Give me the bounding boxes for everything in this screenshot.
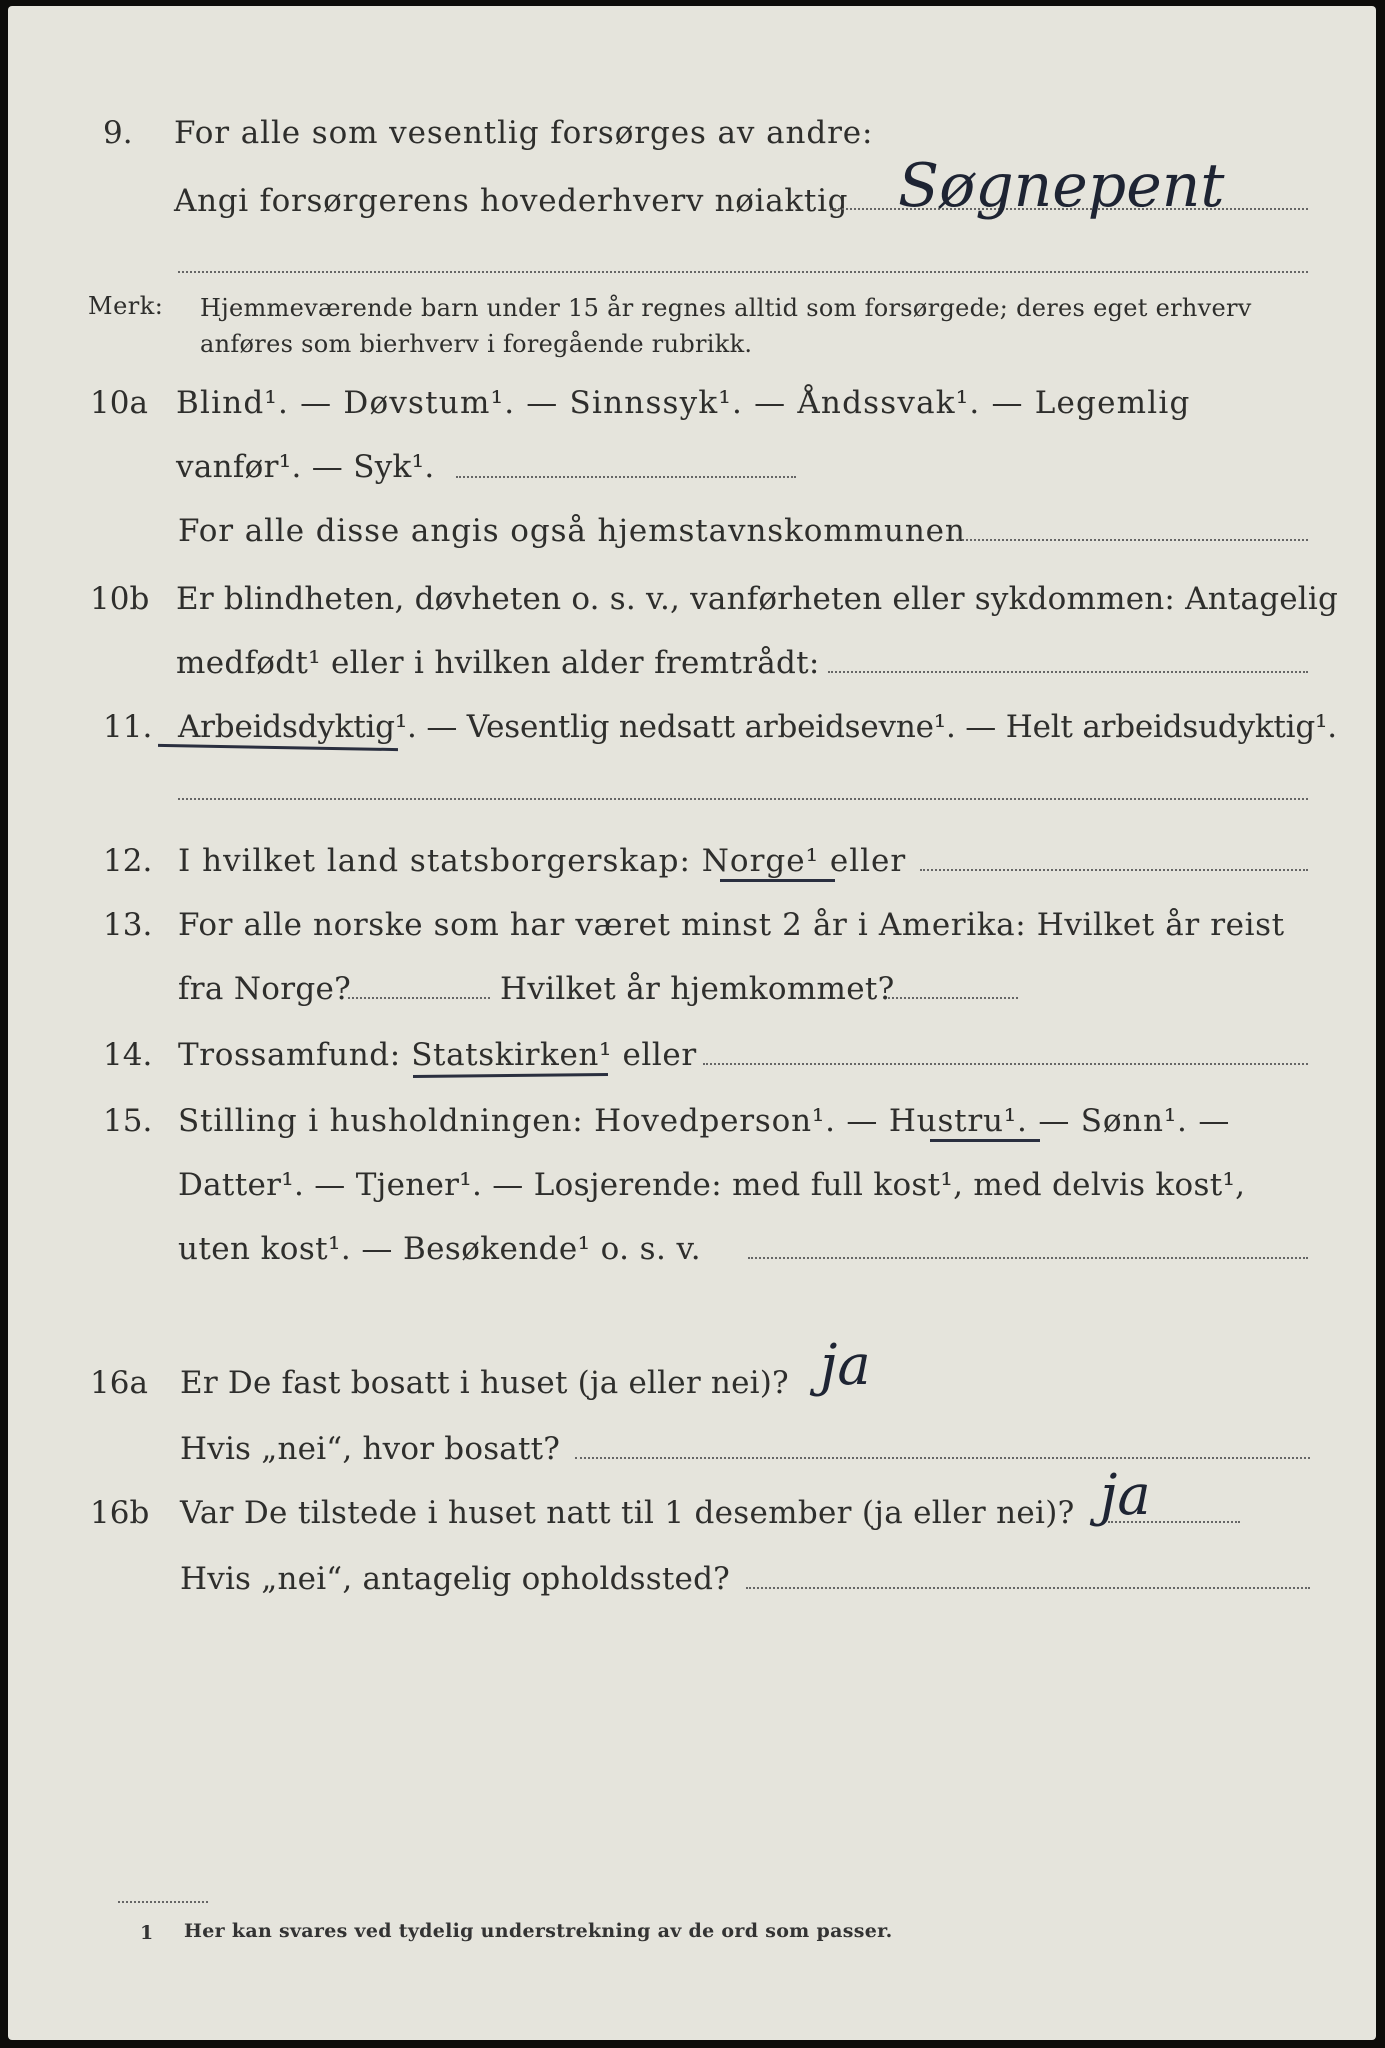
question-number: 15. [103, 1103, 153, 1139]
q16b-location-line [746, 1587, 1310, 1589]
footnote-separator [118, 1901, 208, 1903]
q10b-line2: medfødt¹ eller i hvilken alder fremtrådt: [176, 645, 820, 681]
question-number: 16a [90, 1365, 148, 1401]
q14-answer-line [703, 1063, 1308, 1065]
merk-line1: Hjemmeværende barn under 15 år regnes alltid som forsørgede; deres eget erhverv [200, 294, 1252, 322]
q10b-answer-line [828, 671, 1308, 673]
question-number: 12. [103, 843, 153, 879]
q13-line2b: Hvilket år hjemkommet? [500, 971, 895, 1007]
q11-line1: Arbeidsdyktig¹. — Vesentlig nedsatt arbeidsevne¹. — Helt arbeidsudyktig¹. [178, 709, 1337, 745]
q16a-answer-line [575, 1457, 1310, 1459]
q16b-handwritten-answer: ja [1100, 1463, 1151, 1528]
q15-line3: uten kost¹. — Besøkende¹ o. s. v. [178, 1231, 701, 1267]
q13-line2a: fra Norge? [178, 971, 352, 1007]
q10a-line2: vanfør¹. — Syk¹. [176, 449, 435, 485]
question-number: 11. [103, 709, 153, 745]
footnote-mark: 1 [140, 1922, 154, 1944]
q10a-hometown-line [958, 539, 1308, 541]
merk-line2: anføres som bierhverv i foregående rubrikk. [200, 330, 753, 358]
q12-line1: I hvilket land statsborgerskap: Norge¹ eller [178, 843, 907, 879]
q9-line1: For alle som vesentlig forsørges av andre: [174, 115, 874, 151]
question-number: 10b [90, 581, 150, 617]
q13-departure-line [348, 997, 490, 999]
question-number: 13. [103, 907, 153, 943]
q9-line2: Angi forsørgerens hovederhverv nøiaktig [174, 183, 849, 219]
q14-handwritten-underline [413, 1073, 608, 1078]
q9-extra-line [178, 271, 1308, 273]
q15-handwritten-underline [930, 1139, 1040, 1142]
q16b-line2: Hvis „nei“, antagelig opholdssted? [180, 1561, 730, 1597]
q14-line1: Trossamfund: Statskirken¹ eller [178, 1037, 697, 1073]
question-number: 9. [103, 115, 133, 151]
q11-extra-line [178, 798, 1308, 800]
q10a-answer-line [456, 476, 796, 478]
question-number: 14. [103, 1037, 153, 1073]
q16a-handwritten-answer: ja [820, 1333, 871, 1398]
question-number: 10a [90, 385, 148, 421]
q13-line1: For alle norske som har været minst 2 år i Amerika: Hvilket år reist [178, 907, 1285, 943]
q15-line1: Stilling i husholdningen: Hovedperson¹. — Hustru¹. — Sønn¹. — [178, 1103, 1231, 1139]
q16a-line2: Hvis „nei“, hvor bosatt? [180, 1431, 561, 1467]
q10a-line1: Blind¹. — Døvstum¹. — Sinnssyk¹. — Åndssvak¹. — Legemlig [176, 385, 1191, 421]
q16b-line1: Var De tilstede i huset natt til 1 desember (ja eller nei)? [180, 1495, 1075, 1531]
footnote-text: Her kan svares ved tydelig understrekning av de ord som passer. [184, 1920, 893, 1942]
q10a-line3: For alle disse angis også hjemstavnskommunen [178, 513, 966, 549]
q9-handwritten-answer: Søgnepent [898, 151, 1225, 221]
merk-label: Merk: [88, 292, 164, 320]
q16a-line1: Er De fast bosatt i huset (ja eller nei)? [180, 1365, 789, 1401]
question-number: 16b [90, 1495, 150, 1531]
q10b-line1: Er blindheten, døvheten o. s. v., vanførheten eller sykdommen: Antagelig [176, 581, 1339, 617]
q12-handwritten-underline [720, 879, 835, 882]
census-form-page [8, 6, 1376, 2040]
q15-answer-line [748, 1257, 1308, 1259]
q13-return-line [888, 997, 1018, 999]
q15-line2: Datter¹. — Tjener¹. — Losjerende: med full kost¹, med delvis kost¹, [178, 1167, 1246, 1203]
q12-answer-line [920, 869, 1308, 871]
